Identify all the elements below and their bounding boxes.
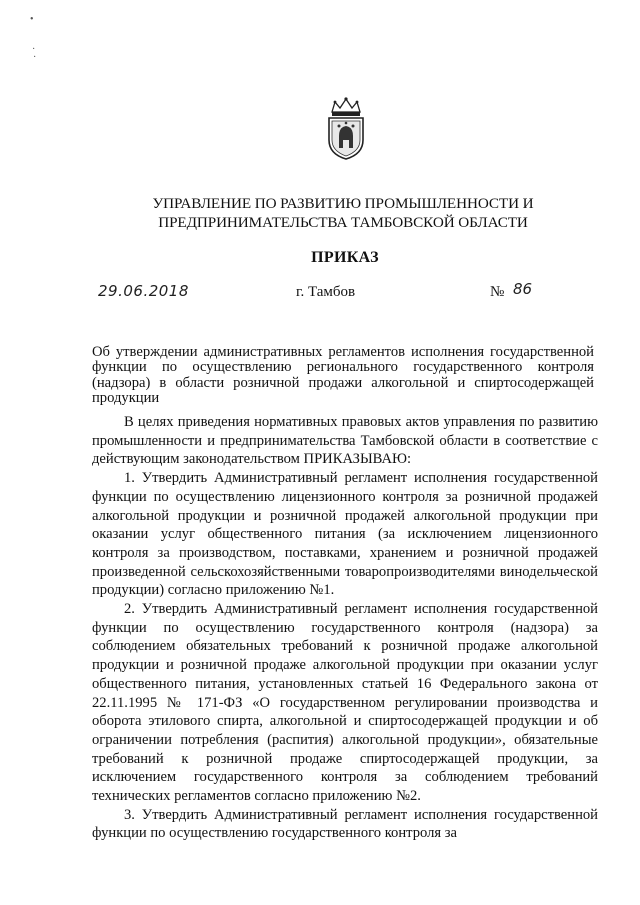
order-body <box>92 413 598 843</box>
handwritten-date: 29.06.2018 <box>98 282 189 300</box>
city-name: г. Тамбов <box>296 284 356 300</box>
handwritten-order-number: 86 <box>513 280 533 298</box>
item-2-paragraph: 2. Утвердить Административный регламент исполнения государственной функции по осуществлению государственного контроля (надзора) за соблюдением обязательных требований к розничной продаже алкогольной продукции и розничной продаже алкогольной продукции при оказании услуг общественного питания, установленных статьей 16 Федерального закона от 22.11.1995 № 171-ФЗ «О государственном регулировании производства и оборота этилового спирта, алкогольной и спиртосодержащей продукции и об ограничении потребления (распития) алкогольной продукции», обязательные требований к розничной продаже спиртосодержащей продукции, за исключением государственного контроля за соблюдением требований технических регламентов согласно приложению №2. <box>92 601 598 805</box>
order-number-label: № <box>490 284 505 300</box>
scan-mark: · <box>33 52 37 63</box>
item-1-paragraph: 1. Утвердить Административный регламент исполнения государственной функции по осуществлению лицензионного контроля за розничной продажей алкогольной продукции и розничной продажей алкогольной продукции при оказании услуг общественного питания (за исключением лицензионного контроля за производством, поставками, хранением и розничной продажей произведенной сельскохозяйственными товаропроизводителями винодельческой продукции) согласно приложению №1. <box>92 470 598 599</box>
order-subject: Об утверждении административных регламентов исполнения государственной функции по осуществлению регионального государственного контроля (надзора) в области розничной продажи алкогольной и спиртосодержащей продукции <box>92 344 594 407</box>
coat-of-arms-emblem <box>323 96 369 162</box>
document-type-title: ПРИКАЗ <box>311 249 379 266</box>
org-line-2: ПРЕДПРИНИМАТЕЛЬСТВА ТАМБОВСКОЙ ОБЛАСТИ <box>158 214 528 231</box>
intro-paragraph: В целях приведения нормативных правовых актов управления по развитию промышленности и предпринимательства Тамбовской области в соответствие с действующим законодательством ПРИКАЗЫВАЮ: <box>92 414 598 468</box>
item-3-paragraph: 3. Утвердить Административный регламент исполнения государственной функции по осуществлению государственного контроля за <box>92 806 598 842</box>
org-line-1: УПРАВЛЕНИЕ ПО РАЗВИТИЮ ПРОМЫШЛЕННОСТИ И <box>152 195 534 212</box>
scan-mark: · <box>32 44 36 55</box>
scan-mark: • <box>30 14 34 25</box>
organization-name <box>100 194 586 232</box>
